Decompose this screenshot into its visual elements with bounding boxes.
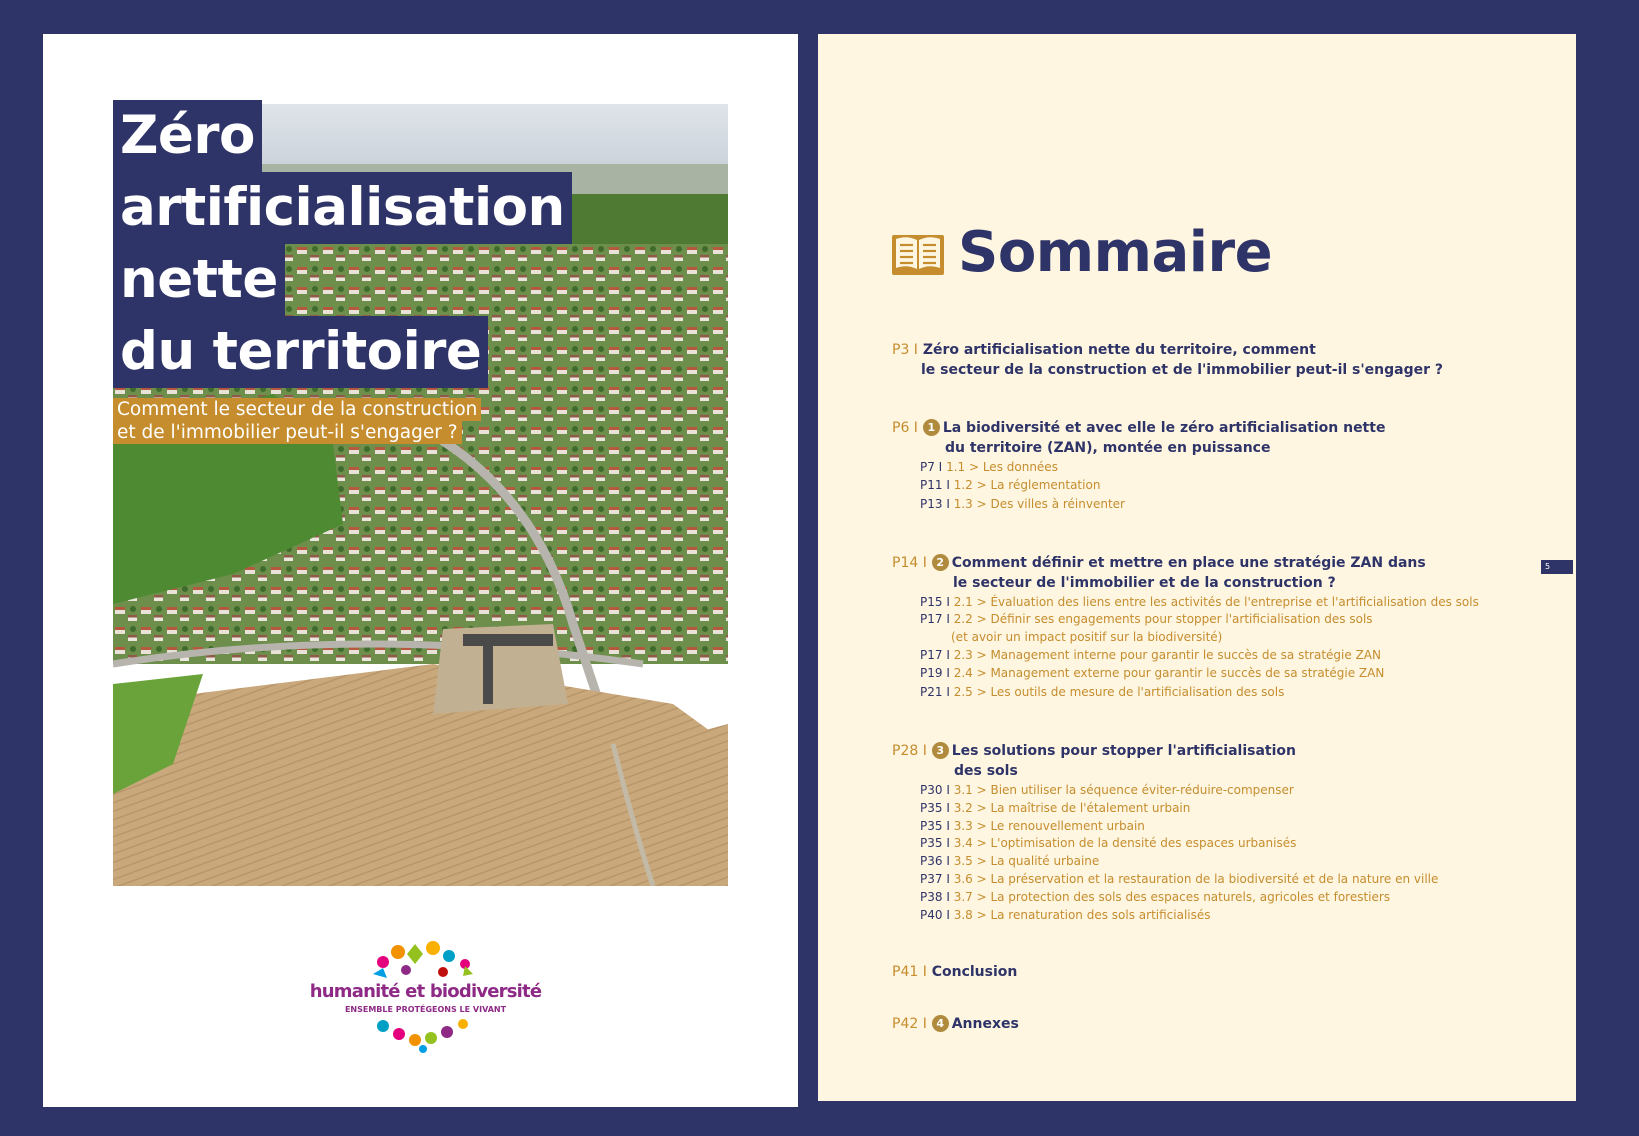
toc-section-1[interactable] [892,418,1385,458]
section-number-badge: 2 [932,554,949,571]
toc-heading-line: Conclusion [931,964,1018,980]
sommaire-title: Sommaire [958,220,1273,285]
toc-page-ref: P3 I [892,342,918,358]
logo-name: humanité et biodiversité [309,981,542,1002]
section-number-badge: 3 [932,742,949,759]
section-number-badge: 1 [923,419,940,436]
toc-item[interactable]: P30 I 3.1 > Bien utiliser la séquence éviter-réduire-compenser [920,783,1294,797]
cover-title-line-1: Zéro [113,100,262,172]
humanite-biodiversite-logo [303,934,548,1054]
sommaire-header [892,220,1272,285]
section-number-badge: 4 [932,1015,949,1032]
toc-item[interactable]: P36 I 3.5 > La qualité urbaine [920,854,1100,868]
toc-section-annexes[interactable] [892,1014,1019,1034]
toc-item[interactable]: P40 I 3.8 > La renaturation des sols artificialisés [920,908,1211,922]
toc-heading-line: le secteur de la construction et de l'immobilier peut-il s'engager ? [921,362,1444,378]
toc-page-ref: P28 I [892,743,927,759]
page-number-tab: 5 [1541,560,1573,574]
book-icon [892,231,944,275]
toc-item[interactable]: P17 I 2.2 > Définir ses engagements pour stopper l'artificialisation des sols (et avoir un impact positif sur la biodiversité) [920,612,1373,644]
toc-section-intro[interactable] [892,340,1443,380]
page-edge [1576,34,1591,1101]
toc-item[interactable]: P11 I 1.2 > La réglementation [920,478,1101,492]
cover-title-line-2: artificialisation [113,172,572,244]
toc-item[interactable]: P37 I 3.6 > La préservation et la restauration de la biodiversité et de la nature en ville [920,872,1439,886]
toc-page-ref: P14 I [892,555,927,571]
toc-item[interactable]: P21 I 2.5 > Les outils de mesure de l'artificialisation des sols [920,685,1285,699]
toc-item[interactable]: P17 I 2.3 > Management interne pour garantir le succès de sa stratégie ZAN [920,648,1381,662]
toc-section-conclusion[interactable] [892,962,1017,982]
cover-subtitle-line-1: Comment le secteur de la construction [113,398,481,421]
toc-item[interactable]: P19 I 2.4 > Management externe pour garantir le succès de sa stratégie ZAN [920,666,1385,680]
toc-page-ref: P42 I [892,1016,927,1032]
toc-item[interactable]: P13 I 1.3 > Des villes à réinventer [920,497,1125,511]
cover-title-line-4: du territoire [113,316,488,388]
cover-page [43,34,798,1107]
toc-heading-line: Comment définir et mettre en place une stratégie ZAN dans [951,555,1426,571]
cover-title-line-3: nette [113,244,285,316]
toc-item[interactable]: P35 I 3.4 > L'optimisation de la densité des espaces urbanisés [920,836,1297,850]
toc-item[interactable]: P15 I 2.1 > Évaluation des liens entre les activités de l'entreprise et l'artificialisation des sols [920,595,1479,609]
toc-heading-line: des sols [954,763,1018,779]
toc-section-2[interactable] [892,553,1426,593]
toc-page-ref: P41 I [892,964,927,980]
toc-heading-line: le secteur de l'immobilier et de la construction ? [953,575,1336,591]
toc-item[interactable]: P35 I 3.3 > Le renouvellement urbain [920,819,1145,833]
toc-heading-line: Annexes [951,1016,1019,1032]
sommaire-page [818,34,1591,1101]
toc-heading-line: Zéro artificialisation nette du territoire, comment [922,342,1316,358]
toc-item[interactable]: P35 I 3.2 > La maîtrise de l'étalement urbain [920,801,1191,815]
toc-heading-line: La biodiversité et avec elle le zéro artificialisation nette [942,420,1386,436]
cover-subtitle-line-2: et de l'immobilier peut-il s'engager ? [113,421,462,444]
toc-section-3[interactable] [892,741,1296,781]
toc-heading-line: du territoire (ZAN), montée en puissance [945,440,1271,456]
toc-heading-line: Les solutions pour stopper l'artificialisation [951,743,1296,759]
toc-item[interactable]: P38 I 3.7 > La protection des sols des espaces naturels, agricoles et forestiers [920,890,1391,904]
logo-tagline: ENSEMBLE PROTÉGEONS LE VIVANT [344,1005,507,1014]
toc-page-ref: P6 I [892,420,918,436]
toc-item[interactable]: P7 I 1.1 > Les données [920,460,1058,474]
